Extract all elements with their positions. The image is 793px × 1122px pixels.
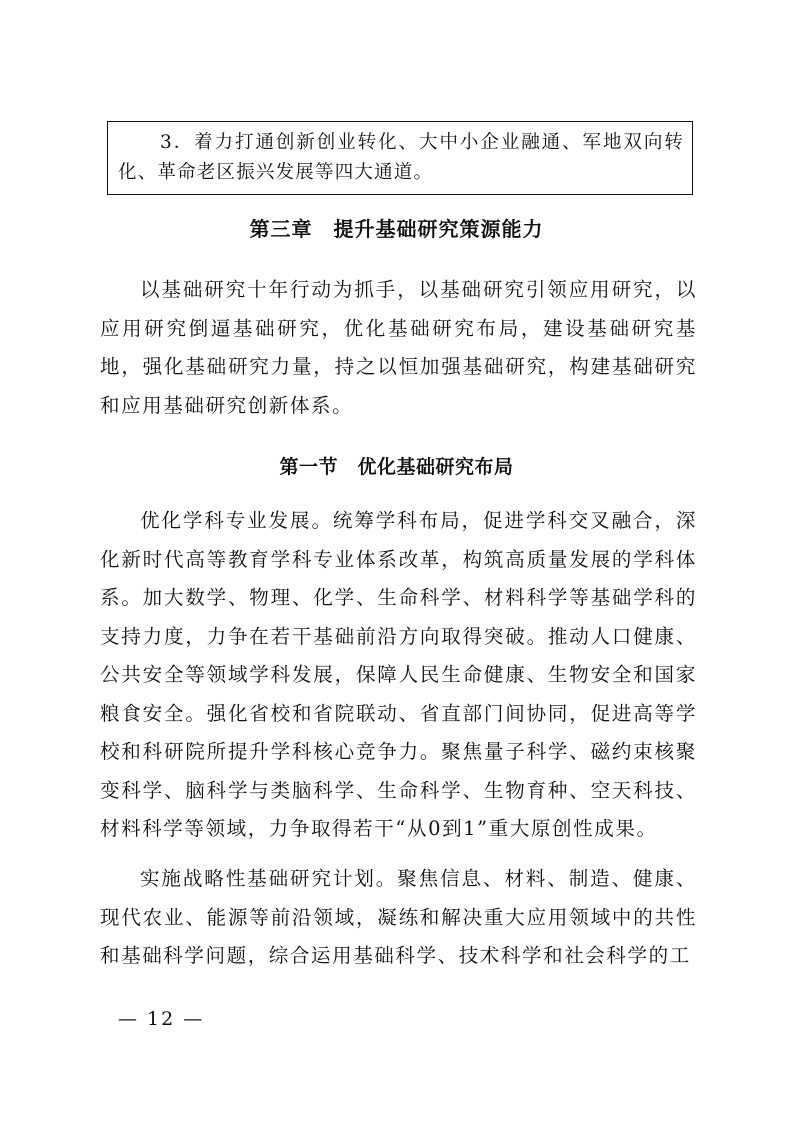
body-paragraph: 实施战略性基础研究计划。聚焦信息、材料、制造、健康、现代农业、能源等前沿领域，凝练和解决重大应用领域中的共性和基础科学问题，综合运用基础科学、技术科学和社会科学的工 (100, 867, 697, 967)
boxed-list-item (107, 121, 693, 195)
page-number: — 12 — (118, 1008, 205, 1030)
section-heading: 第一节 优化基础研究布局 (279, 456, 514, 478)
chapter-heading: 第三章 提升基础研究策源能力 (249, 217, 544, 241)
chapter-intro-paragraph: 以基础研究十年行动为抓手，以基础研究引领应用研究，以应用研究倒逼基础研究，优化基础研究布局，建设基础研究基地，强化基础研究力量，持之以恒加强基础研究，构建基础研究和应用基础研究创新体系。 (100, 278, 697, 417)
boxed-item-text: 3．着力打通创新创业转化、大中小企业融通、军地双向转化、革命老区振兴发展等四大通道。 (118, 132, 684, 183)
body-paragraph: 优化学科专业发展。统筹学科布局，促进学科交叉融合，深化新时代高等教育学科专业体系改革，构筑高质量发展的学科体系。加大数学、物理、化学、生命科学、材料科学等基础学科的支持力度，力争在若干基础前沿方向取得突破。推动人口健康、公共安全等领域学科发展，保障人民生命健康、生物安全和国家粮食安全。强化省校和省院联动、省直部门间协同，促进高等学校和科研院所提升学科核心竞争力。聚焦量子科学、磁约束核聚变科学、脑科学与类脑科学、生命科学、生物育种、空天科技、材料科学等领域，力争取得若干“从0到1”重大原创性成果。 (100, 509, 697, 840)
